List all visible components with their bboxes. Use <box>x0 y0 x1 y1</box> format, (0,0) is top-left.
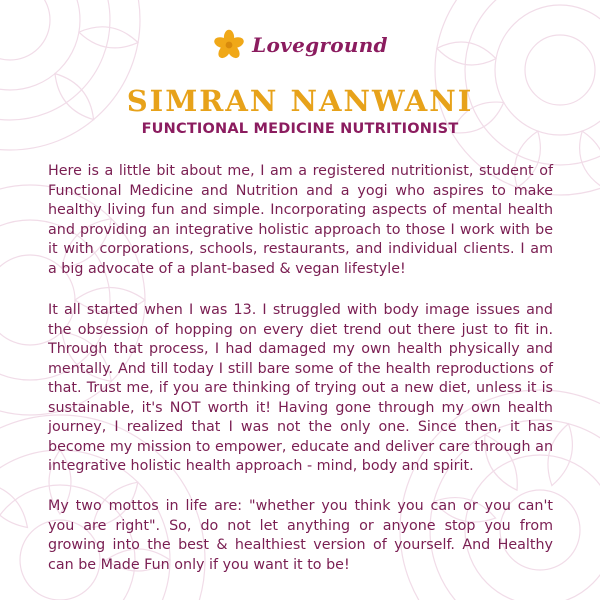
job-title: FUNCTIONAL MEDICINE NUTRITIONIST <box>141 121 459 137</box>
bio-paragraph-story: It all started when I was 13. I struggled with body image issues and the obsession of hopping on every diet trend out there just to fit in. Through that process, I had damaged my own health physically and mentally. And till today I still bare some of the health reproductions of that. Trust me, if you are thinking of trying out a new diet, unless it is sustainable, it's NOT worth it! Having gone through my own health journey, I realized that I was not the only one. Since then, it has become my mission to empower, educate and deliver care through an integrative holistic health approach - mind, body and spirit. <box>48 302 553 474</box>
flower-icon <box>212 28 246 62</box>
bio-paragraph-mottos: My two mottos in life are: "whether you think you can or you can't you are right". So, do not let anything or anyone stop you from growing into the best & healthiest version of yourself. And Healthy can be Made Fun only if you want it to be! <box>48 498 553 573</box>
logo-wordmark: Loveground <box>252 33 388 57</box>
logo <box>0 28 600 62</box>
bio-paragraph-intro: Here is a little bit about me, I am a registered nutritionist, student of Functional Medicine and Nutrition and a yogi who aspires to make healthy living fun and simple. Incorporating aspects of mental health and providing an integrative holistic approach to those I work with be it with corporations, schools, restaurants, and individual clients. I am a big advocate of a plant-based & vegan lifestyle! <box>48 163 553 277</box>
person-name: SIMRAN NANWANI <box>126 84 474 118</box>
